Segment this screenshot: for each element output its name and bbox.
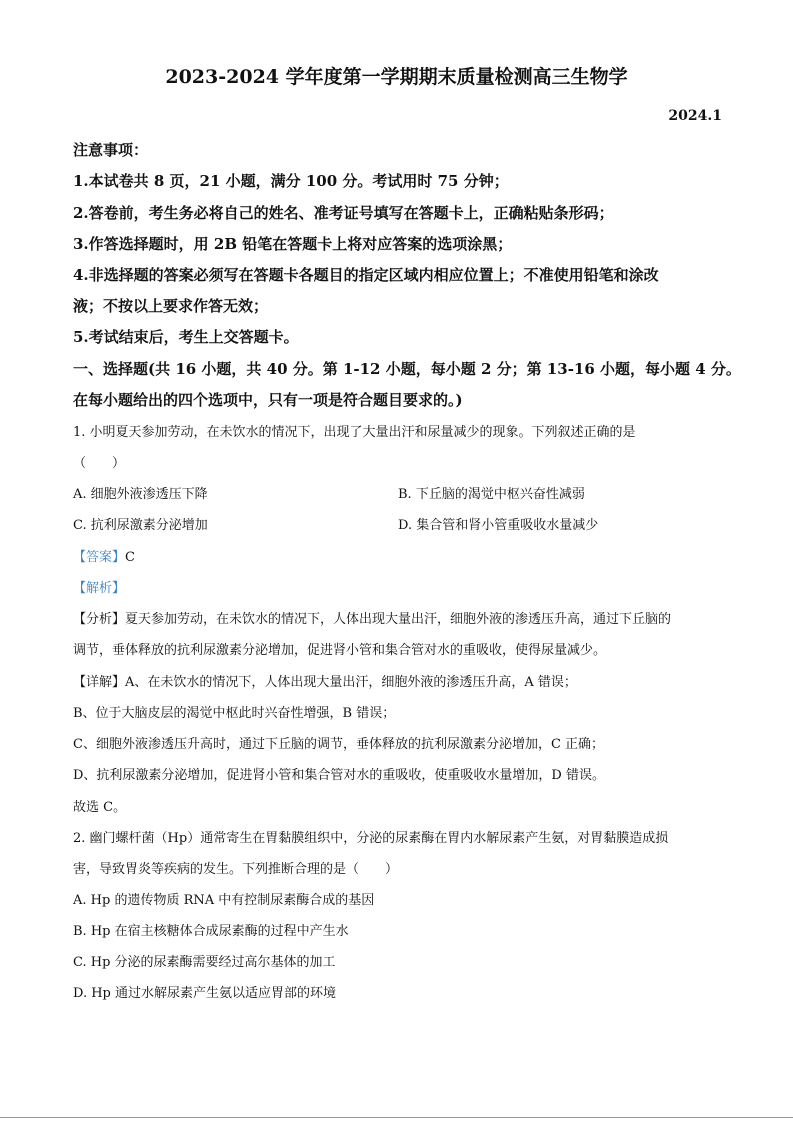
q1-option-a: A. 细胞外液渗透压下降 <box>73 487 208 502</box>
xiangjie-tag: 【详解】 <box>73 675 126 690</box>
fenxi-tag: 【分析】 <box>73 612 126 627</box>
q2-option-a: A. Hp 的遗传物质 RNA 中有控制尿素酶合成的基因 <box>73 893 375 908</box>
notice-heading: 注意事项： <box>73 141 149 159</box>
section-heading: 一、选择题(共 16 小题，共 40 分。第 1-12 小题，每小题 2 分；第 13-16 小题，每小题 4 分。 <box>73 360 741 378</box>
q1-xiangjie-c: C、细胞外液渗透压升高时，通过下丘脑的调节，垂体释放的抗利尿激素分泌增加，C 正确； <box>73 737 605 752</box>
q1-option-c: C. 抗利尿激素分泌增加 <box>73 518 208 533</box>
q2-option-c: C. Hp 分泌的尿素酶需要经过高尔基体的加工 <box>73 955 336 970</box>
q1-conclusion: 故选 C。 <box>73 800 127 815</box>
q2-option-b: B. Hp 在宿主核糖体合成尿素酶的过程中产生水 <box>73 924 349 939</box>
q1-answer <box>73 546 135 565</box>
q2-stem-cont: 害，导致胃炎等疾病的发生。下列推断合理的是（ ） <box>73 862 399 877</box>
notice-item-4: 4.非选择题的答案必须写在答题卡各题目的指定区域内相应位置上；不准使用铅笔和涂改 <box>73 266 659 284</box>
answer-tag: 【答案】 <box>73 550 126 565</box>
notice-item-5: 5.考试结束后，考生上交答题卡。 <box>73 328 299 346</box>
q1-xiangjie-b: B、位于大脑皮层的渴觉中枢此时兴奋性增强，B 错误； <box>73 706 396 721</box>
notice-item-2: 2.答卷前，考生务必将自己的姓名、准考证号填写在答题卡上，正确粘贴条形码； <box>73 204 614 222</box>
q2-stem: 2. 幽门螺杆菌（Hp）通常寄生在胃黏膜组织中，分泌的尿素酶在胃内水解尿素产生氨，对胃黏膜造成损 <box>73 831 669 846</box>
answer-value: C <box>125 550 135 565</box>
q1-option-b: B. 下丘脑的渴觉中枢兴奋性减弱 <box>398 487 585 502</box>
q1-xiangjie-d: D、抗利尿激素分泌增加，促进肾小管和集合管对水的重吸收，使重吸收水量增加，D 错误。 <box>73 768 605 783</box>
section-heading-cont: 在每小题给出的四个选项中，只有一项是符合题目要求的。) <box>73 391 463 409</box>
exam-date: 2024.1 <box>668 108 722 124</box>
q1-stem: 1. 小明夏天参加劳动，在未饮水的情况下，出现了大量出汗和尿量减少的现象。下列叙述正确的是 <box>73 425 636 440</box>
page-bottom-divider <box>0 1117 793 1118</box>
xiangjie-a: A、在未饮水的情况下，人体出现大量出汗，细胞外液的渗透压升高，A 错误； <box>125 675 577 690</box>
q1-xiangjie <box>73 671 577 690</box>
q1-stem-cont: （ ） <box>73 456 126 471</box>
notice-item-1: 1.本试卷共 8 页，21 小题，满分 100 分。考试用时 75 分钟； <box>73 172 509 190</box>
notice-item-4-cont: 液；不按以上要求作答无效； <box>73 297 269 315</box>
q1-fenxi <box>73 608 671 627</box>
q2-option-d: D. Hp 通过水解尿素产生氨以适应胃部的环境 <box>73 986 337 1001</box>
page-title: 2023-2024 学年度第一学期期末质量检测高三生物学 <box>165 66 628 88</box>
analysis-tag: 【解析】 <box>73 581 126 596</box>
fenxi-text: 夏天参加劳动，在未饮水的情况下，人体出现大量出汗，细胞外液的渗透压升高，通过下丘脑的 <box>125 612 672 627</box>
notice-item-3: 3.作答选择题时，用 2B 铅笔在答题卡上将对应答案的选项涂黑； <box>73 235 513 253</box>
q1-fenxi-cont: 调节，垂体释放的抗利尿激素分泌增加，促进肾小管和集合管对水的重吸收，使得尿量减少。 <box>73 643 607 658</box>
q1-option-d: D. 集合管和肾小管重吸收水量减少 <box>398 518 599 533</box>
